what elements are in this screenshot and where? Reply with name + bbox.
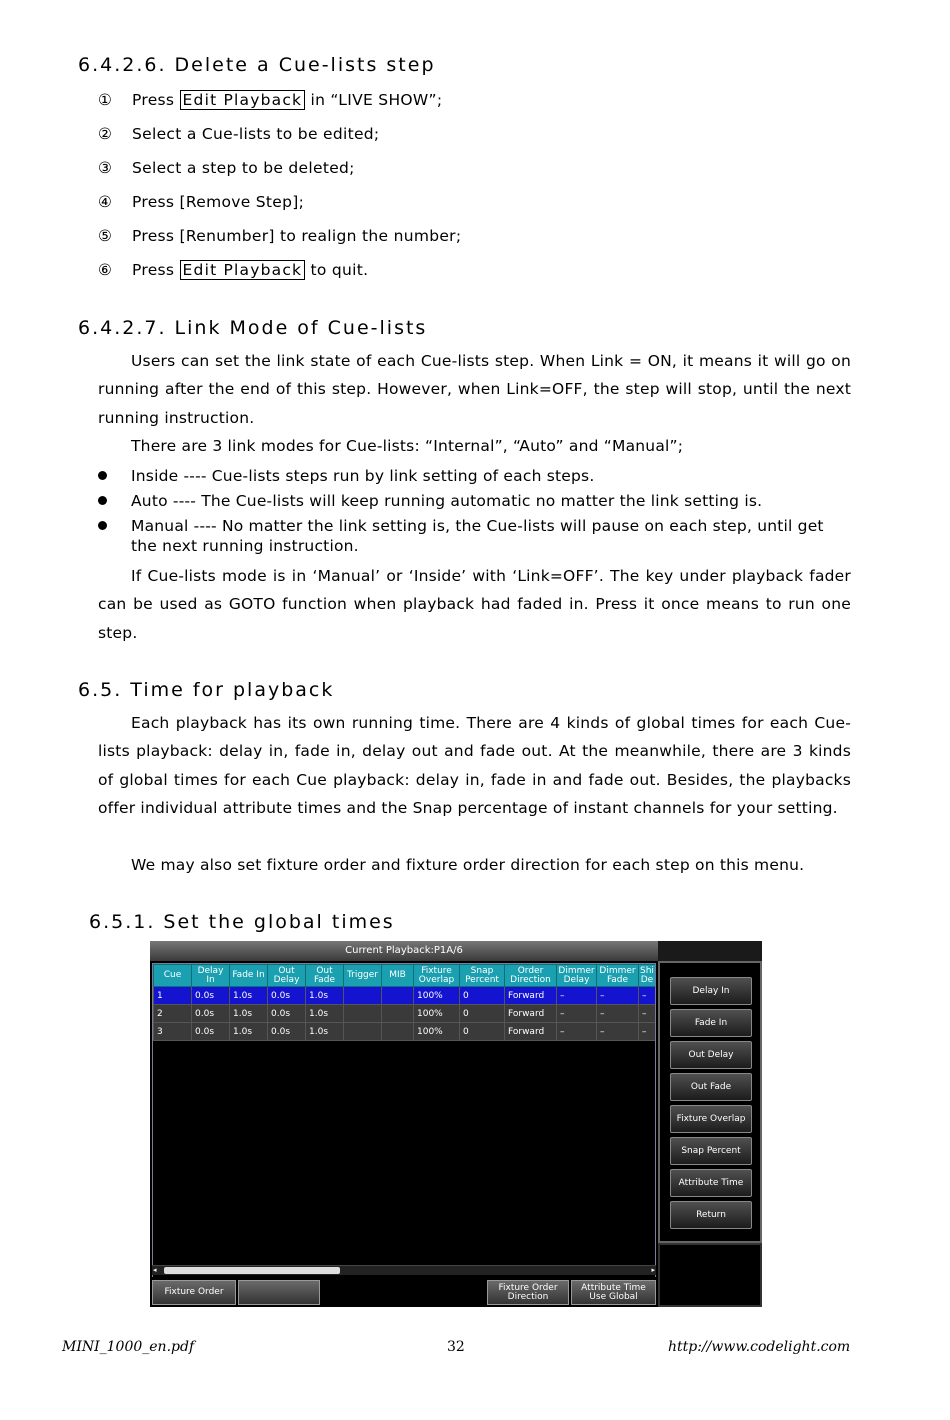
table-cell[interactable] <box>344 1005 382 1023</box>
table-cell[interactable]: 0 <box>460 1005 505 1023</box>
table-cell[interactable]: 0.0s <box>268 987 306 1005</box>
table-cell[interactable]: 0.0s <box>268 1005 306 1023</box>
footer-url: http://www.codelight.com <box>668 1339 851 1355</box>
link-mode-paragraph-2: There are 3 link modes for Cue-lists: “Internal”, “Auto” and “Manual”; <box>131 437 684 455</box>
table-cell[interactable]: – <box>639 1023 656 1041</box>
column-header[interactable]: Cue <box>154 965 192 987</box>
column-header[interactable]: Trigger <box>344 965 382 987</box>
table-row[interactable] <box>154 987 656 1005</box>
table-cell[interactable]: Forward <box>505 987 557 1005</box>
column-header[interactable]: MIB <box>382 965 414 987</box>
table-cell[interactable]: 100% <box>414 1005 460 1023</box>
side-button-panel <box>658 961 762 1243</box>
heading-6-4-2-6: 6.4.2.6. Delete a Cue-lists step <box>78 54 436 76</box>
out-delay-button[interactable]: Out Delay <box>670 1041 752 1069</box>
bullet-auto: Auto ---- The Cue-lists will keep running automatic no matter the link setting is. <box>98 491 851 511</box>
scroll-left-icon[interactable]: ◂ <box>153 1266 157 1274</box>
column-header[interactable]: Dimmer Delay <box>558 965 595 985</box>
column-header[interactable]: Out Delay <box>268 965 306 987</box>
table-cell[interactable]: – <box>557 1005 597 1023</box>
scroll-right-icon[interactable]: ▸ <box>651 1266 655 1274</box>
table-cell[interactable]: Forward <box>505 1005 557 1023</box>
table-cell[interactable] <box>344 987 382 1005</box>
page-number: 32 <box>447 1339 465 1355</box>
edit-playback-key: Edit Playback <box>180 260 306 280</box>
step-number: ⑤ <box>98 227 113 245</box>
column-header[interactable]: Delay In <box>192 965 230 987</box>
fixture-order-direction-button[interactable]: Fixture Order Direction <box>487 1280 569 1305</box>
out-fade-button[interactable]: Out Fade <box>670 1073 752 1101</box>
step-5: ⑤ Press [Renumber] to realign the number; <box>98 227 462 245</box>
bullet-dot-icon <box>98 521 107 530</box>
table-cell[interactable]: Forward <box>505 1023 557 1041</box>
table-cell[interactable] <box>382 987 414 1005</box>
table-cell[interactable]: 100% <box>414 1023 460 1041</box>
bottom-button-bar <box>150 1277 658 1307</box>
table-cell[interactable]: – <box>639 1005 656 1023</box>
step-number: ① <box>98 91 113 109</box>
column-header[interactable]: Shi De <box>640 965 654 985</box>
column-header[interactable]: Dimmer Fade <box>597 965 639 987</box>
table-cell[interactable]: – <box>557 1023 597 1041</box>
step-2: ② Select a Cue-lists to be edited; <box>98 125 380 143</box>
table-cell[interactable]: – <box>597 987 639 1005</box>
fade-in-button[interactable]: Fade In <box>670 1009 752 1037</box>
table-cell[interactable]: 0 <box>460 987 505 1005</box>
column-header[interactable]: Snap Percent <box>460 965 505 987</box>
heading-6-4-2-7: 6.4.2.7. Link Mode of Cue-lists <box>78 317 428 339</box>
step-6: ⑥ Press Edit Playback to quit. <box>98 261 369 279</box>
table-cell[interactable] <box>382 1005 414 1023</box>
footer-filename: MINI_1000_en.pdf <box>62 1339 195 1355</box>
step-1: ① Press Edit Playback in “LIVE SHOW”; <box>98 91 443 109</box>
table-cell[interactable]: – <box>557 987 597 1005</box>
link-mode-paragraph-1: Users can set the link state of each Cue-lists step. When Link = ON, it means it will go on running after the end of this step. However, when Link=OFF, the step will stop, until the next running instruction. <box>98 352 851 427</box>
heading-6-5: 6.5. Time for playback <box>78 679 335 701</box>
column-header[interactable]: Fade In <box>230 965 268 987</box>
fixture-overlap-button[interactable]: Fixture Overlap <box>670 1105 752 1133</box>
column-header[interactable]: Fixture Overlap <box>414 965 460 987</box>
edit-playback-key: Edit Playback <box>180 90 306 110</box>
step-number: ② <box>98 125 113 143</box>
step-3: ③ Select a step to be deleted; <box>98 159 355 177</box>
step-number: ⑥ <box>98 261 113 279</box>
time-paragraph-1: Each playback has its own running time. There are 4 kinds of global times for each Cue-lists playback: delay in, fade in, delay out and fade out. At the meanwhile, there are 3 kinds of global times for each Cue playback: delay in, fade in and fade out. Besides, the playbacks offer individual attribute times and the Snap percentage of instant channels for your setting. <box>98 714 851 818</box>
table-cell[interactable]: 1.0s <box>306 987 344 1005</box>
table-cell[interactable]: 1.0s <box>230 987 268 1005</box>
table-cell[interactable]: 1.0s <box>230 1005 268 1023</box>
table-cell[interactable]: 0.0s <box>192 1023 230 1041</box>
column-header[interactable]: Order Direction <box>505 965 557 987</box>
table-cell[interactable]: – <box>597 1005 639 1023</box>
bullet-manual: Manual ---- No matter the link setting is, the Cue-lists will pause on each step, until get the next running instruction. <box>98 516 851 556</box>
scroll-thumb[interactable] <box>164 1267 340 1274</box>
table-cell[interactable]: 0.0s <box>192 1005 230 1023</box>
horizontal-scrollbar[interactable] <box>152 1265 656 1275</box>
playback-title: Current Playback:P1A/6 <box>150 941 658 961</box>
step-number: ③ <box>98 159 113 177</box>
heading-6-5-1: 6.5.1. Set the global times <box>89 911 395 933</box>
delay-in-button[interactable]: Delay In <box>670 977 752 1005</box>
table-row[interactable] <box>154 1023 656 1041</box>
bullet-dot-icon <box>98 496 107 505</box>
step-number: ④ <box>98 193 113 211</box>
table-cell[interactable]: 0 <box>460 1023 505 1041</box>
bullet-inside: Inside ---- Cue-lists steps run by link setting of each steps. <box>98 466 851 486</box>
table-cell[interactable]: 0.0s <box>268 1023 306 1041</box>
fixture-order-button[interactable]: Fixture Order <box>152 1280 236 1305</box>
attribute-time-use-global-button[interactable]: Attribute Time Use Global <box>571 1280 656 1305</box>
cue-table <box>152 963 656 1281</box>
column-header[interactable]: Out Fade <box>306 965 344 987</box>
blank-button[interactable] <box>238 1280 320 1305</box>
table-cell[interactable]: 3 <box>154 1023 192 1041</box>
table-cell[interactable] <box>382 1023 414 1041</box>
time-paragraph-2: We may also set fixture order and fixture order direction for each step on this menu. <box>131 856 805 874</box>
table-cell[interactable]: 1 <box>154 987 192 1005</box>
table-cell[interactable] <box>344 1023 382 1041</box>
table-cell[interactable]: 1.0s <box>230 1023 268 1041</box>
table-cell[interactable]: 0.0s <box>192 987 230 1005</box>
table-cell[interactable]: 2 <box>154 1005 192 1023</box>
return-button[interactable]: Return <box>670 1201 752 1229</box>
table-cell[interactable]: – <box>639 987 656 1005</box>
step-4: ④ Press [Remove Step]; <box>98 193 305 211</box>
table-cell[interactable]: 100% <box>414 987 460 1005</box>
table-cell[interactable]: 1.0s <box>306 1023 344 1041</box>
bullet-dot-icon <box>98 471 107 480</box>
attribute-time-button[interactable]: Attribute Time <box>670 1169 752 1197</box>
link-mode-paragraph-3: If Cue-lists mode is in ‘Manual’ or ‘Inside’ with ‘Link=OFF’. The key under playback fader can be used as GOTO function when playback had faded in. Press it once means to run one step. <box>98 567 851 642</box>
table-cell[interactable]: – <box>597 1023 639 1041</box>
table-row[interactable] <box>154 1005 656 1023</box>
table-cell[interactable]: 1.0s <box>306 1005 344 1023</box>
snap-percent-button[interactable]: Snap Percent <box>670 1137 752 1165</box>
console-screenshot <box>150 941 762 1307</box>
